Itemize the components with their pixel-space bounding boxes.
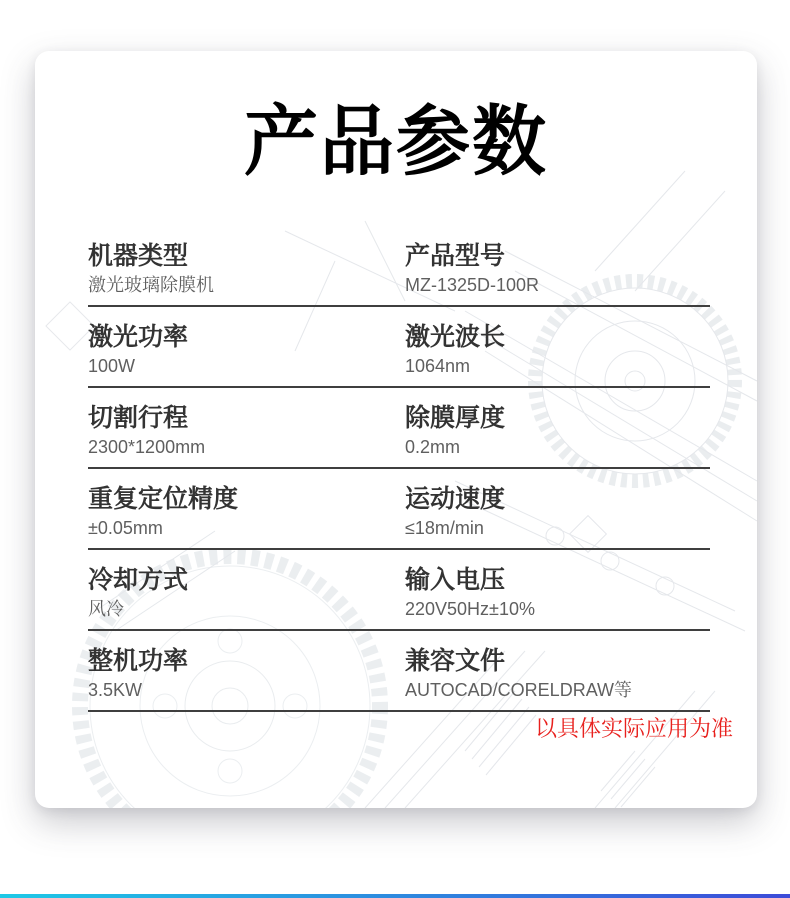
spec-row bbox=[88, 550, 710, 631]
spec-row bbox=[88, 307, 710, 388]
spec-label: 机器类型 bbox=[88, 241, 189, 270]
spec-cell-right bbox=[405, 226, 710, 305]
spec-row bbox=[88, 631, 710, 712]
spec-cell-left bbox=[88, 469, 405, 548]
spec-cell-left bbox=[88, 631, 405, 710]
spec-label: 兼容文件 bbox=[405, 646, 506, 675]
spec-label: 切割行程 bbox=[88, 403, 189, 432]
spec-label: 运动速度 bbox=[405, 484, 506, 513]
spec-value: 1064nm bbox=[405, 356, 471, 377]
disclaimer-note: 以具体实际应用为准 bbox=[534, 716, 733, 741]
spec-label: 整机功率 bbox=[88, 646, 189, 675]
spec-row bbox=[88, 469, 710, 550]
spec-value: ±0.05mm bbox=[88, 518, 163, 539]
spec-label: 激光功率 bbox=[88, 322, 189, 351]
spec-label: 重复定位精度 bbox=[88, 484, 239, 513]
spec-cell-right bbox=[405, 388, 710, 467]
spec-cell-right bbox=[405, 307, 710, 386]
spec-value: 220V50Hz±10% bbox=[405, 599, 535, 620]
spec-cell-left bbox=[88, 388, 405, 467]
spec-value: ≤18m/min bbox=[405, 518, 484, 539]
spec-value: 3.5KW bbox=[88, 680, 143, 701]
spec-cell-right bbox=[405, 469, 710, 548]
page-title: 产品参数 bbox=[244, 98, 548, 185]
spec-row bbox=[88, 388, 710, 469]
spec-value: 激光玻璃除膜机 bbox=[88, 275, 214, 296]
spec-value: AUTOCAD/CORELDRAW等 bbox=[405, 680, 633, 701]
spec-label: 除膜厚度 bbox=[405, 403, 506, 432]
spec-value: 100W bbox=[88, 356, 136, 377]
spec-card bbox=[35, 51, 757, 808]
spec-cell-left bbox=[88, 307, 405, 386]
spec-label: 产品型号 bbox=[405, 241, 506, 270]
spec-row bbox=[88, 226, 710, 307]
spec-table bbox=[88, 226, 710, 712]
bottom-accent-bar bbox=[0, 894, 790, 898]
spec-value: 风冷 bbox=[88, 599, 124, 620]
spec-label: 冷却方式 bbox=[88, 565, 189, 594]
spec-value: MZ-1325D-100R bbox=[405, 275, 540, 296]
spec-label: 输入电压 bbox=[405, 565, 506, 594]
spec-cell-left bbox=[88, 550, 405, 629]
spec-cell-right bbox=[405, 550, 710, 629]
spec-cell-left bbox=[88, 226, 405, 305]
spec-value: 2300*1200mm bbox=[88, 437, 206, 458]
spec-label: 激光波长 bbox=[405, 322, 506, 351]
spec-cell-right bbox=[405, 631, 710, 710]
spec-value: 0.2mm bbox=[405, 437, 461, 458]
